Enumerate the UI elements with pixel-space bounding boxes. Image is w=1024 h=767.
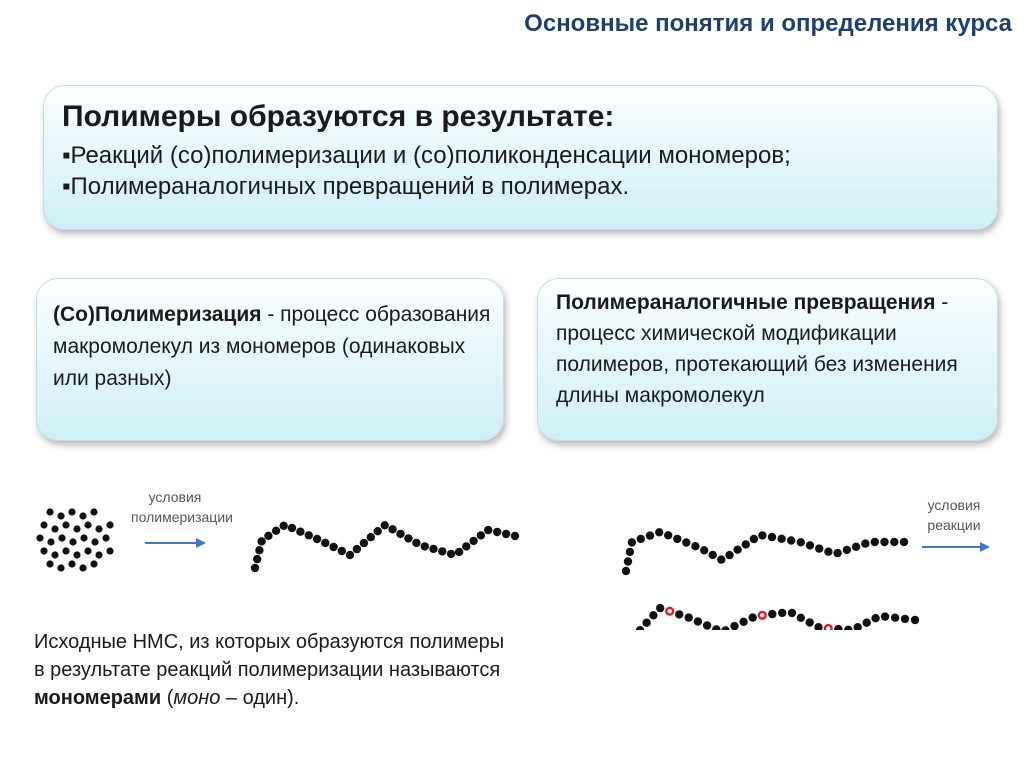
chain-bead bbox=[806, 541, 814, 549]
chain-bead bbox=[438, 547, 446, 555]
chain-bead bbox=[750, 535, 758, 543]
chain-bead bbox=[797, 614, 805, 622]
monomer-bead bbox=[46, 508, 53, 515]
chain-bead bbox=[709, 551, 717, 559]
chain-bead bbox=[646, 531, 654, 539]
right-arrow-label-line2: реакции bbox=[927, 517, 981, 533]
chain-bead bbox=[272, 527, 280, 535]
monomer-bead bbox=[80, 534, 87, 541]
formation-item-1: ▪Реакций (со)полимеризации и (со)поликонденсации мономеров; bbox=[62, 142, 791, 169]
monomer-bead bbox=[90, 560, 97, 567]
polymer-formation-box bbox=[43, 85, 998, 230]
chain-bead bbox=[911, 616, 919, 624]
chain-bead bbox=[758, 531, 766, 539]
chain-bead bbox=[881, 612, 889, 620]
monomer-bead bbox=[47, 538, 54, 545]
monomer-bead bbox=[84, 521, 91, 528]
modified-bead bbox=[666, 608, 673, 615]
formation-item-2: ▪Полимераналогичных превращений в полимерах. bbox=[62, 173, 630, 200]
chain-bead bbox=[255, 546, 263, 554]
monomer-bead bbox=[40, 521, 47, 528]
chain-bead bbox=[353, 545, 361, 553]
chain-bead bbox=[717, 555, 725, 563]
chain-bead bbox=[673, 535, 681, 543]
caption-text-1: Исходные НМС, из которых образуются полимеры в результате реакций полимеризации называются bbox=[34, 631, 505, 681]
chain-bead bbox=[733, 546, 741, 554]
chain-bead bbox=[700, 546, 708, 554]
chain-bead bbox=[797, 538, 805, 546]
chain-bead bbox=[730, 622, 738, 630]
polymer-analogous-definition-box bbox=[537, 278, 998, 441]
chain-bead bbox=[739, 618, 747, 626]
chain-bead bbox=[675, 610, 683, 618]
monomer-bead bbox=[73, 525, 80, 532]
chain-bead bbox=[890, 538, 898, 546]
chain-bead bbox=[511, 532, 519, 540]
chain-bead bbox=[477, 531, 485, 539]
chain-bead bbox=[814, 623, 822, 630]
monomer-bead bbox=[69, 538, 76, 545]
left-reaction-arrow bbox=[145, 538, 206, 548]
chain-bead bbox=[642, 619, 650, 627]
chain-bead bbox=[656, 604, 664, 612]
chain-bead bbox=[313, 535, 321, 543]
monomer-bead bbox=[62, 547, 69, 554]
chain-bead bbox=[462, 542, 470, 550]
chain-bead bbox=[280, 522, 288, 530]
left-arrow-label-line1: условия bbox=[148, 489, 202, 505]
chain-bead bbox=[346, 551, 354, 559]
polymer-formation-title: Полимеры образуются в результате: bbox=[62, 100, 615, 133]
chain-bead bbox=[296, 528, 304, 536]
chain-bead bbox=[901, 615, 909, 623]
caption-text-2: ( bbox=[161, 687, 174, 709]
chain-bead bbox=[834, 625, 842, 630]
chain-bead bbox=[404, 534, 412, 542]
monomer-bead bbox=[106, 521, 113, 528]
chain-bead bbox=[288, 524, 296, 532]
chain-bead bbox=[264, 532, 272, 540]
monomer-bead bbox=[57, 564, 64, 571]
chain-bead bbox=[381, 521, 389, 529]
chain-bead bbox=[493, 528, 501, 536]
chain-bead bbox=[396, 530, 404, 538]
chain-bead bbox=[749, 613, 757, 621]
chain-bead bbox=[447, 550, 455, 558]
caption-monomers-term: мономерами bbox=[34, 687, 162, 709]
monomer-bead bbox=[102, 534, 109, 541]
chain-bead bbox=[429, 545, 437, 553]
monomer-bead bbox=[95, 525, 102, 532]
caption-mono-term: моно bbox=[173, 687, 221, 709]
left-arrow-label-line2: полимеризации bbox=[131, 509, 233, 525]
right-reaction-arrow bbox=[922, 542, 990, 552]
monomer-bead bbox=[84, 547, 91, 554]
monomer-bead bbox=[79, 512, 86, 519]
monomer-bead bbox=[58, 534, 65, 541]
chain-bead bbox=[329, 543, 337, 551]
chain-bead bbox=[257, 537, 265, 545]
monomer-caption bbox=[34, 628, 514, 712]
chain-bead bbox=[251, 564, 259, 572]
caption-text-3: – один). bbox=[220, 687, 300, 709]
chain-bead bbox=[338, 547, 346, 555]
right-arrow-label-line1: условия bbox=[927, 497, 981, 513]
chain-bead bbox=[412, 539, 420, 547]
chain-bead bbox=[628, 538, 636, 546]
reaction-diagram bbox=[0, 470, 1024, 630]
chain-bead bbox=[360, 539, 368, 547]
chain-bead bbox=[844, 626, 852, 630]
chain-bead bbox=[824, 548, 832, 556]
chain-bead bbox=[682, 538, 690, 546]
monomer-bead bbox=[40, 547, 47, 554]
chain-bead bbox=[664, 531, 672, 539]
chain-bead bbox=[900, 538, 908, 546]
chain-bead bbox=[891, 614, 899, 622]
chain-bead bbox=[880, 538, 888, 546]
chain-bead bbox=[777, 535, 785, 543]
chain-bead bbox=[815, 544, 823, 552]
chain-bead bbox=[852, 543, 860, 551]
chain-bead bbox=[469, 537, 477, 545]
polymer-chain-original bbox=[622, 528, 908, 575]
chain-bead bbox=[637, 535, 645, 543]
chain-bead bbox=[374, 527, 382, 535]
modified-bead bbox=[825, 625, 832, 630]
chain-bead bbox=[871, 614, 879, 622]
monomer-bead bbox=[46, 560, 53, 567]
chain-bead bbox=[721, 626, 729, 630]
chain-bead bbox=[768, 610, 776, 618]
monomer-bead bbox=[79, 564, 86, 571]
monomer-bead bbox=[106, 547, 113, 554]
chain-bead bbox=[421, 542, 429, 550]
monomer-bead bbox=[95, 551, 102, 558]
chain-bead bbox=[484, 526, 492, 534]
chain-bead bbox=[502, 530, 510, 538]
monomer-bead bbox=[91, 538, 98, 545]
monomer-bead bbox=[68, 508, 75, 515]
modified-bead bbox=[759, 612, 766, 619]
chain-bead bbox=[712, 625, 720, 630]
chain-bead bbox=[788, 609, 796, 617]
chain-bead bbox=[622, 567, 630, 575]
chain-bead bbox=[367, 533, 375, 541]
polymer-chain-left bbox=[251, 521, 519, 572]
polymer-analogous-term: Полимераналогичные превращения bbox=[556, 291, 936, 314]
chain-bead bbox=[321, 539, 329, 547]
polymer-chain-modified bbox=[633, 604, 920, 630]
chain-bead bbox=[843, 546, 851, 554]
chain-bead bbox=[768, 533, 776, 541]
chain-bead bbox=[742, 540, 750, 548]
monomer-bead bbox=[36, 534, 43, 541]
polymerization-term: (Со)Полимеризация bbox=[53, 303, 262, 326]
monomer-cluster bbox=[36, 508, 113, 571]
chain-bead bbox=[305, 531, 313, 539]
chain-bead bbox=[691, 542, 699, 550]
chain-bead bbox=[778, 609, 786, 617]
chain-bead bbox=[725, 551, 733, 559]
chain-bead bbox=[806, 618, 814, 626]
chain-bead bbox=[871, 538, 879, 546]
chain-bead bbox=[655, 528, 663, 536]
chain-bead bbox=[685, 613, 693, 621]
chain-bead bbox=[863, 619, 871, 627]
monomer-bead bbox=[51, 525, 58, 532]
polymerization-definition: - процесс образования макромолекул из мономеров (одинаковых или разных) bbox=[53, 303, 491, 390]
monomer-bead bbox=[90, 508, 97, 515]
polymer-analogous-definition: - процесс химической модификации полимеров, протекающий без изменения длины макромолекул bbox=[556, 291, 958, 407]
monomer-bead bbox=[51, 551, 58, 558]
chain-bead bbox=[626, 548, 634, 556]
chain-bead bbox=[649, 611, 657, 619]
chain-bead bbox=[833, 549, 841, 557]
monomer-bead bbox=[57, 512, 64, 519]
chain-bead bbox=[388, 525, 396, 533]
chain-bead bbox=[636, 626, 644, 630]
chain-bead bbox=[624, 557, 632, 565]
chain-bead bbox=[854, 623, 862, 630]
polymerization-definition-box bbox=[36, 278, 504, 441]
page-title: Основные понятия и определения курса bbox=[524, 10, 1012, 37]
monomer-bead bbox=[73, 551, 80, 558]
monomer-bead bbox=[68, 560, 75, 567]
chain-bead bbox=[253, 555, 261, 563]
chain-bead bbox=[694, 617, 702, 625]
chain-bead bbox=[703, 621, 711, 629]
chain-bead bbox=[455, 548, 463, 556]
monomer-bead bbox=[62, 521, 69, 528]
chain-bead bbox=[861, 539, 869, 547]
chain-bead bbox=[787, 536, 795, 544]
